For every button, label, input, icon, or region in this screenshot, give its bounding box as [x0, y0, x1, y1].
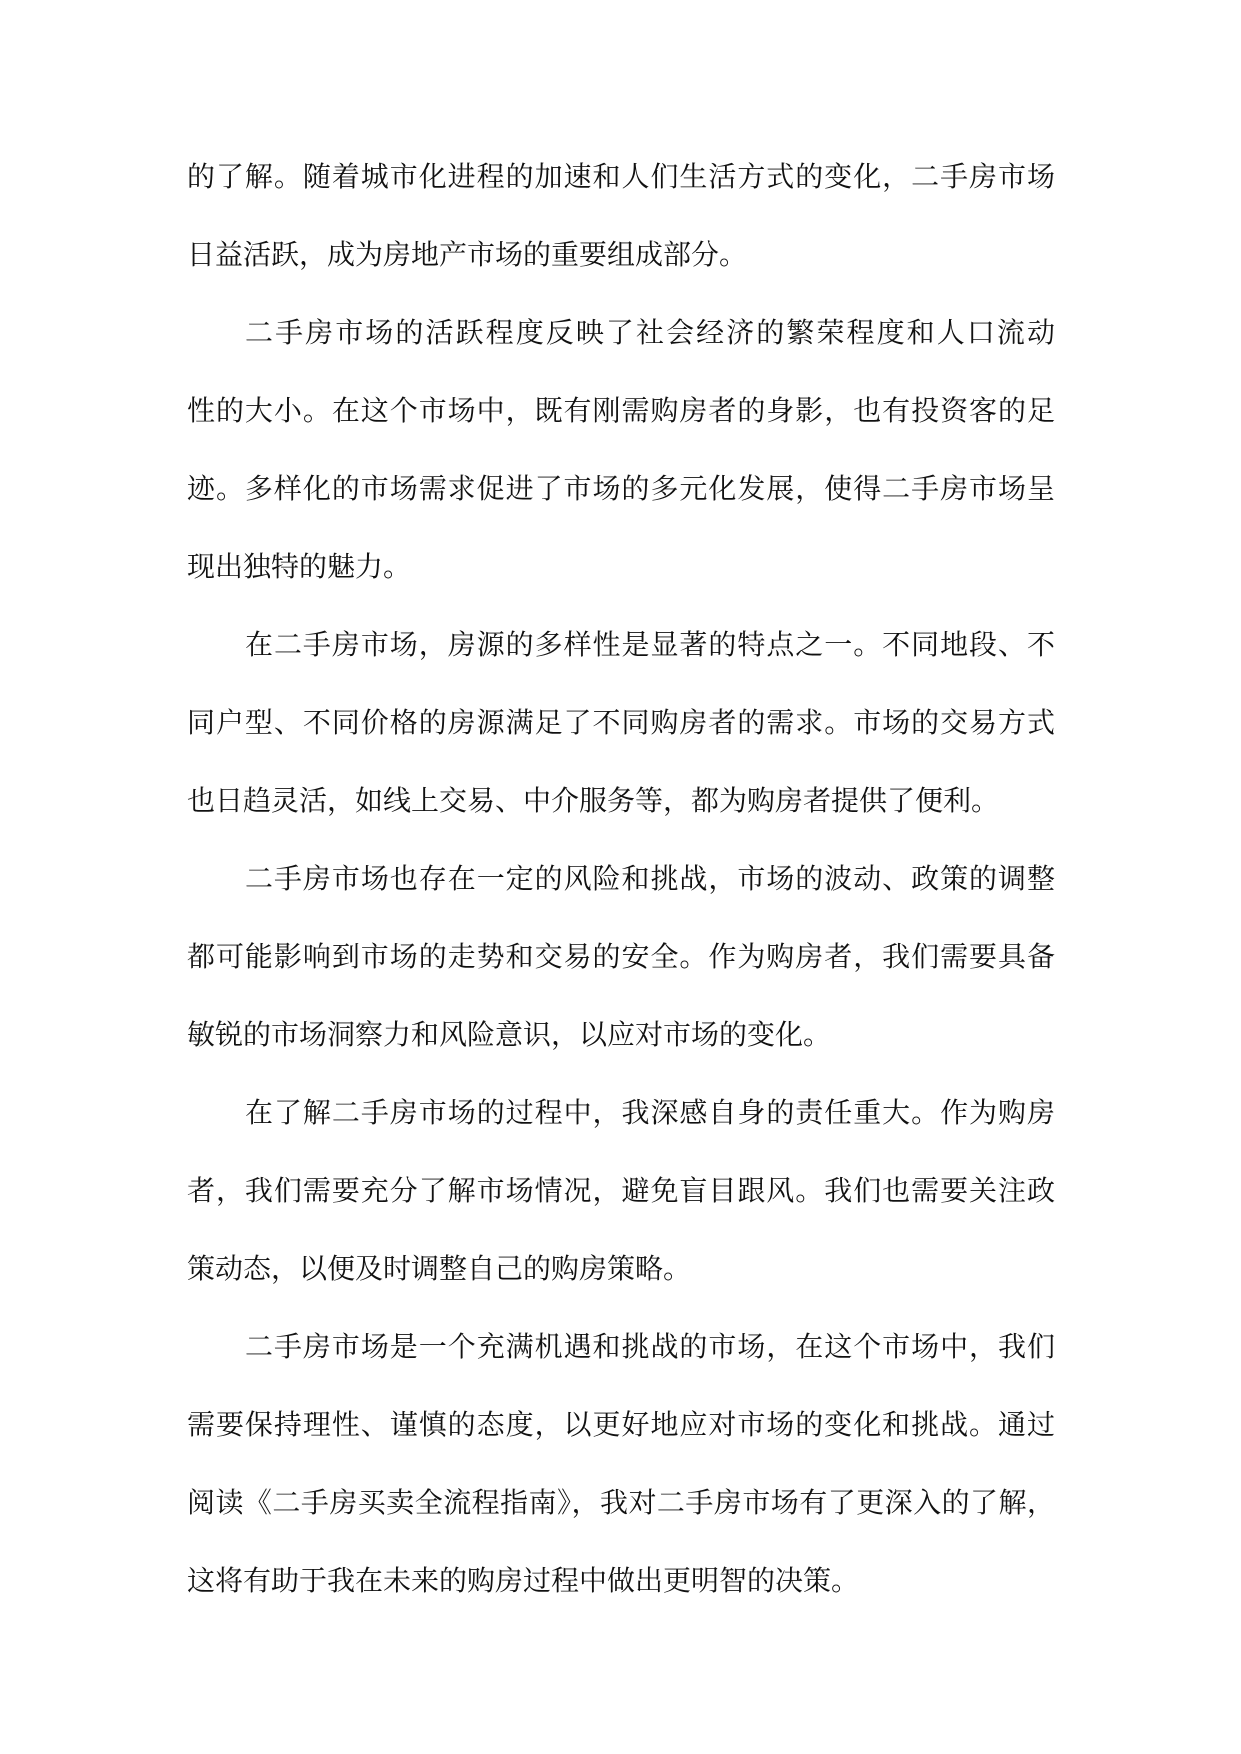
paragraph-1-line-1: 的了解。随着城市化进程的加速和人们生活方式的变化，二手房市场: [187, 160, 1055, 193]
paragraph-1-line-2: 日益活跃，成为房地产市场的重要组成部分。: [187, 238, 748, 271]
paragraph-5-line-1: 在了解二手房市场的过程中，我深感自身的责任重大。作为购房: [245, 1096, 1055, 1129]
paragraph-4-line-3: 敏锐的市场洞察力和风险意识，以应对市场的变化。: [187, 1018, 832, 1051]
paragraph-3-line-3: 也日趋灵活，如线上交易、中介服务等，都为购房者提供了便利。: [187, 784, 1000, 817]
paragraph-6-line-2: 需要保持理性、谨慎的态度，以更好地应对市场的变化和挑战。通过: [187, 1408, 1055, 1441]
paragraph-3-line-1: 在二手房市场，房源的多样性是显著的特点之一。不同地段、不: [245, 628, 1055, 661]
paragraph-4-line-2: 都可能影响到市场的走势和交易的安全。作为购房者，我们需要具备: [187, 940, 1055, 973]
paragraph-4-line-1: 二手房市场也存在一定的风险和挑战，市场的波动、政策的调整: [245, 862, 1055, 895]
paragraph-6-line-3: 阅读《二手房买卖全流程指南》，我对二手房市场有了更深入的了解，: [187, 1486, 1055, 1519]
paragraph-5-line-3: 策动态，以便及时调整自己的购房策略。: [187, 1252, 692, 1285]
paragraph-6-line-1: 二手房市场是一个充满机遇和挑战的市场，在这个市场中，我们: [245, 1330, 1055, 1363]
paragraph-5-line-2: 者，我们需要充分了解市场情况，避免盲目跟风。我们也需要关注政: [187, 1174, 1055, 1207]
paragraph-2-line-3: 迹。多样化的市场需求促进了市场的多元化发展，使得二手房市场呈: [187, 472, 1055, 505]
paragraph-3-line-2: 同户型、不同价格的房源满足了不同购房者的需求。市场的交易方式: [187, 706, 1055, 739]
paragraph-6-line-4: 这将有助于我在未来的购房过程中做出更明智的决策。: [187, 1564, 860, 1597]
paragraph-2-line-4: 现出独特的魅力。: [187, 550, 412, 583]
body-text: [187, 138, 1055, 1620]
paragraph-2-line-1: 二手房市场的活跃程度反映了社会经济的繁荣程度和人口流动: [245, 316, 1055, 349]
paragraph-2-line-2: 性的大小。在这个市场中，既有刚需购房者的身影，也有投资客的足: [187, 394, 1055, 427]
